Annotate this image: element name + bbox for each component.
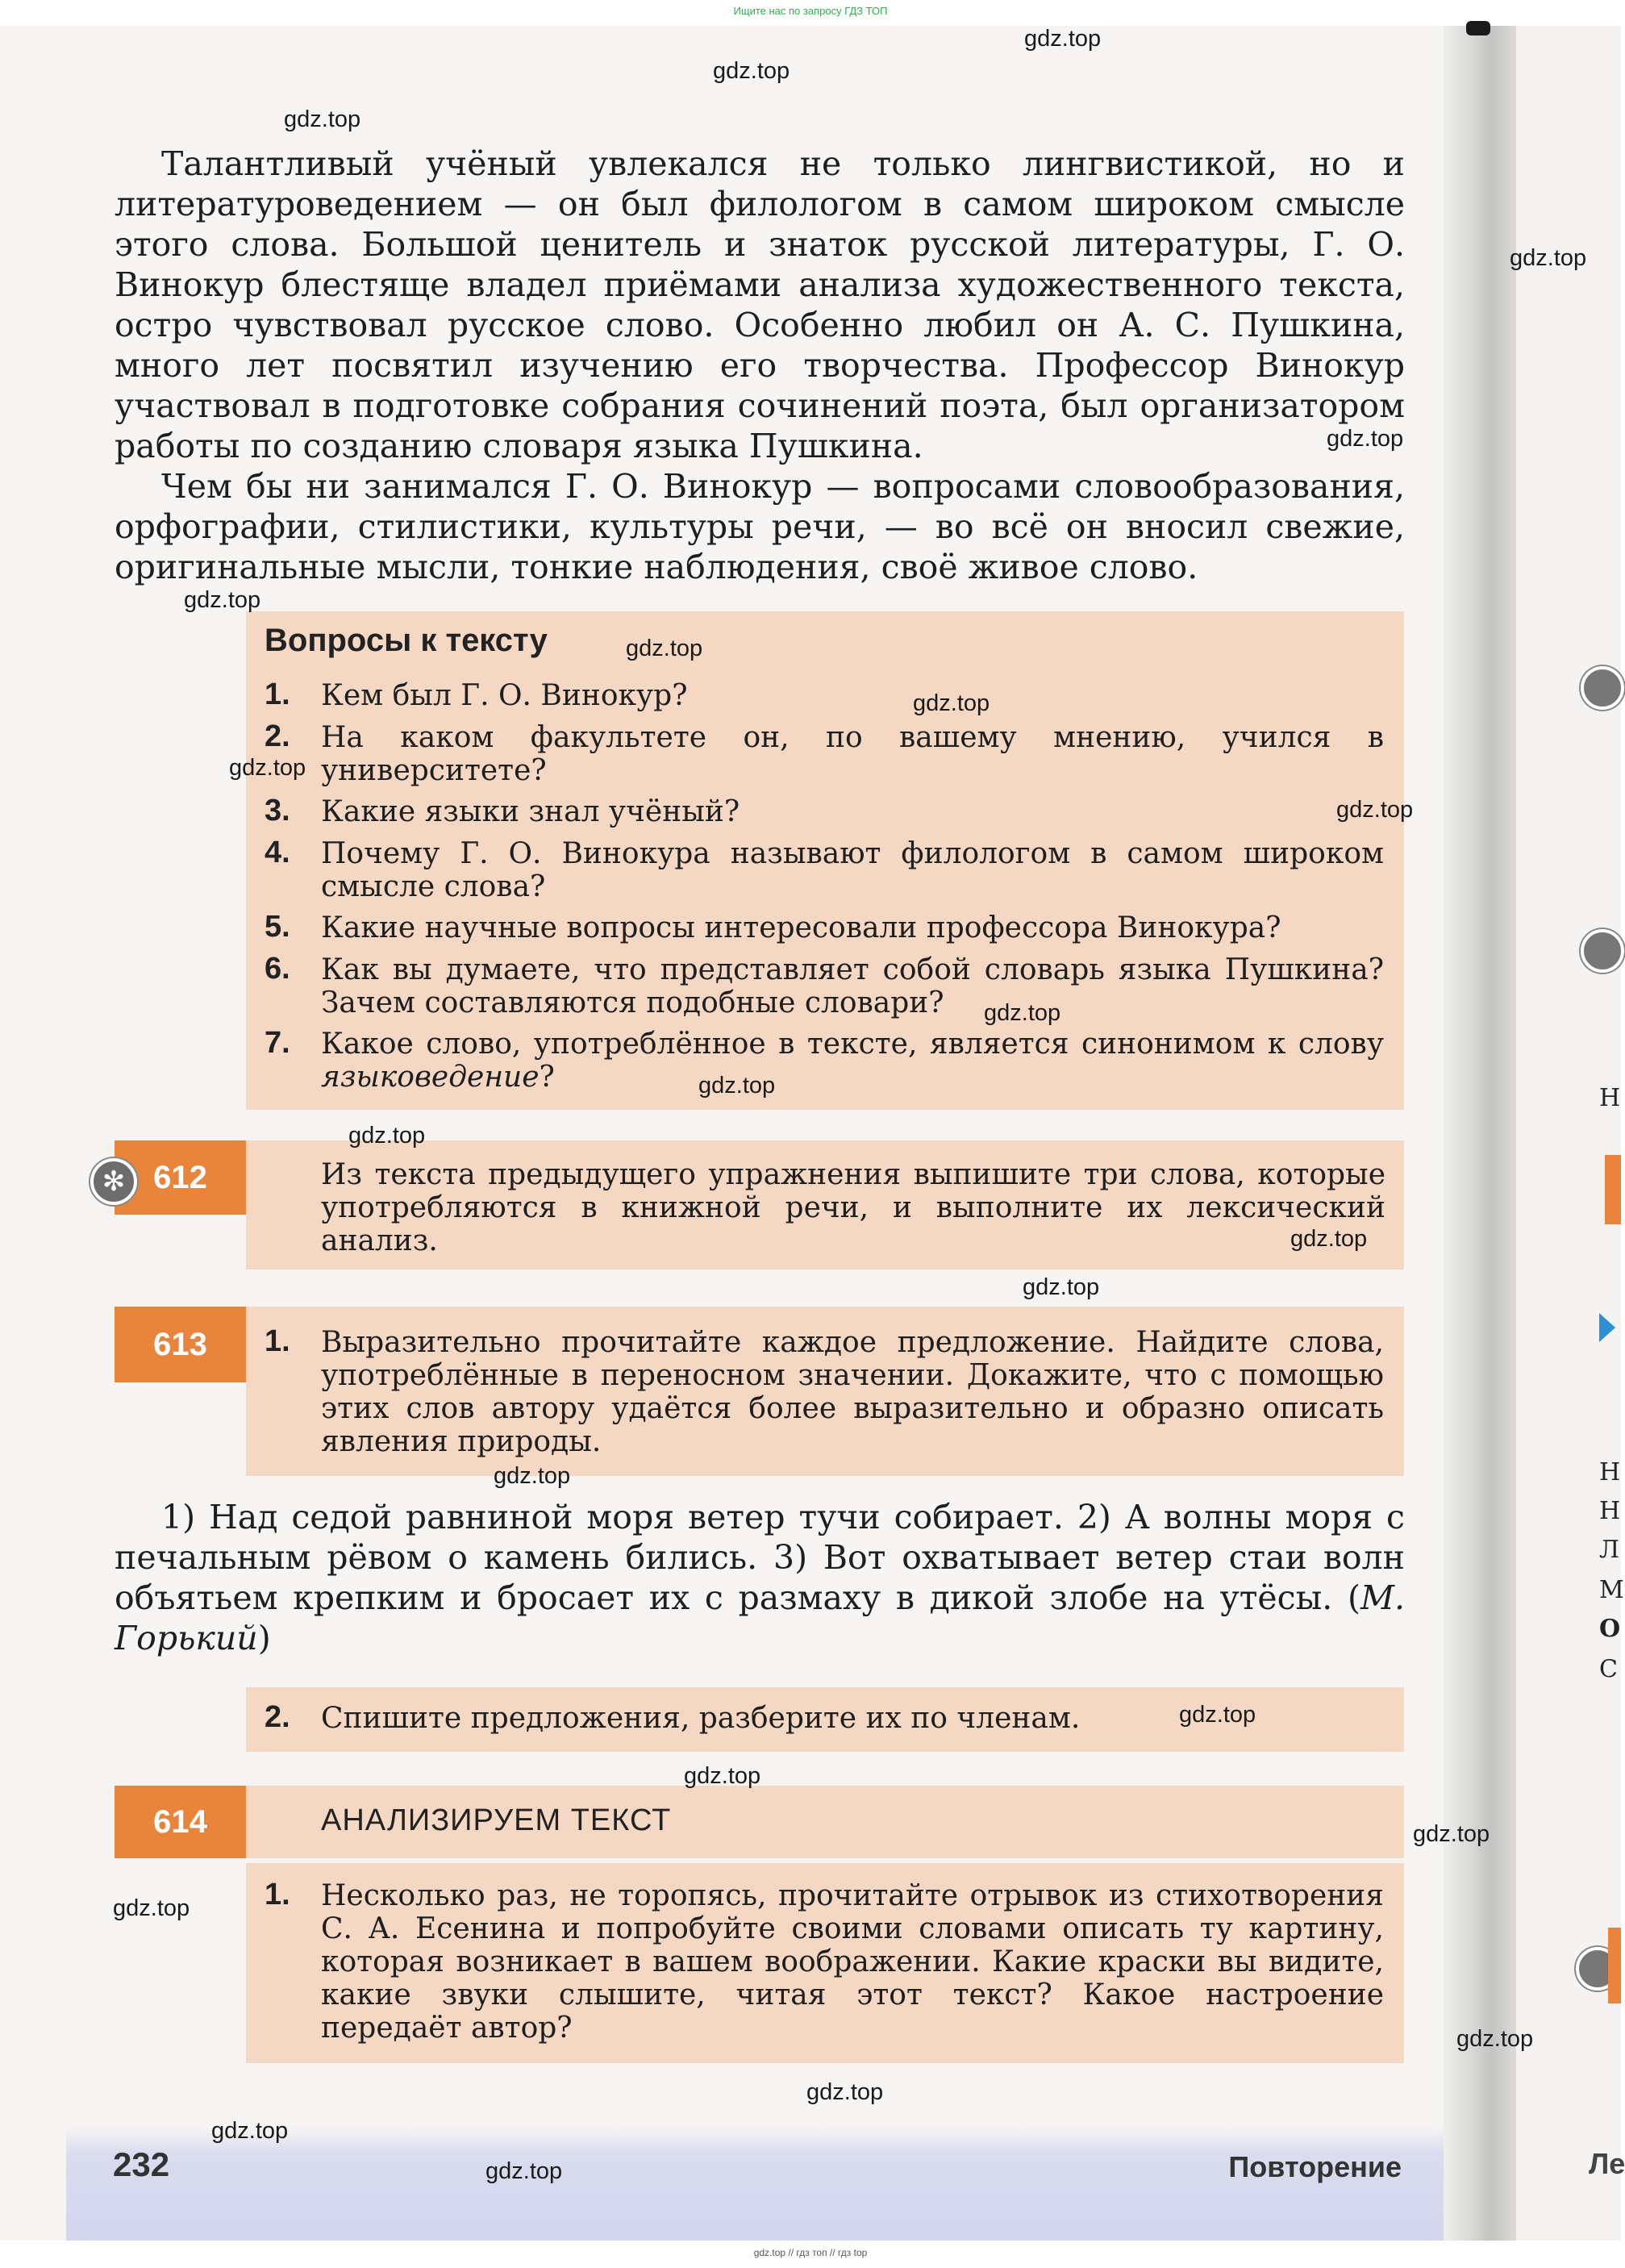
task-number: 1.: [265, 1878, 290, 1912]
watermark: gdz.top: [984, 1000, 1061, 1026]
question-text: На каком факультете он, по вашему мнению, учился в университете?: [321, 721, 1384, 787]
watermark: gdz.top: [1456, 2026, 1534, 2052]
question-number: 2.: [265, 719, 290, 753]
task-text: Выразительно прочитайте каждое предложение. Найдите слова, употреблённые в переносном значении. Докажите, что с помощью этих слов автору удаётся более выразительно и образно описать явления природы.: [321, 1326, 1384, 1458]
question-number: 5.: [265, 910, 290, 944]
watermark: gdz.top: [626, 636, 703, 661]
next-page-letter: О: [1599, 1615, 1621, 1643]
watermark: gdz.top: [113, 1895, 190, 1921]
next-page-letter: Н: [1599, 1458, 1621, 1486]
watermark: gdz.top: [184, 587, 261, 613]
question-number: 7.: [265, 1026, 290, 1060]
next-page-letter: С: [1599, 1655, 1618, 1683]
watermark: gdz.top: [698, 1073, 776, 1099]
book-spine: [1444, 26, 1524, 2241]
next-page-letter: М: [1599, 1576, 1624, 1604]
task-number: 2.: [265, 1700, 290, 1734]
watermark: gdz.top: [1413, 1821, 1490, 1847]
watermark: gdz.top: [1023, 1274, 1100, 1300]
exercise-612-text: Из текста предыдущего упражнения выпишите три слова, которые употребляются в книжной речи, и выполните их лексический анализ.: [321, 1158, 1385, 1257]
footer-section-title: Повторение: [1228, 2150, 1402, 2183]
question-number: 1.: [265, 677, 290, 711]
watermark: gdz.top: [1336, 797, 1414, 823]
question-number: 3.: [265, 794, 290, 828]
question-italic-word: языковедение: [321, 1061, 540, 1094]
question-text: Кем был Г. О. Винокур?: [321, 679, 688, 712]
watermark: gdz.top: [1179, 1702, 1256, 1728]
exercise-613-tag: [115, 1307, 246, 1382]
watermark: gdz.top: [1327, 426, 1404, 452]
question-text: Как вы думаете, что представляет собой словарь языка Пушкина? Зачем составляются подобные словари?: [321, 953, 1384, 1019]
spine-dark-edge: [1466, 21, 1490, 35]
next-page-letter: Л: [1599, 1536, 1620, 1564]
task-text: Несколько раз, не торопясь, прочитайте отрывок из стихотворения С. А. Есенина и попробуйте своими словами описать ту картину, которая возникает в вашем воображении. Какие краски вы видите, какие звуки слышите, читая этот текст? Какое настроение передаёт автор?: [321, 1879, 1384, 2045]
watermark: gdz.top: [713, 58, 790, 84]
watermark: gdz.top: [211, 2118, 289, 2144]
question-number: 4.: [265, 836, 290, 869]
paragraph-1: [115, 144, 1405, 466]
next-page-circle-icon: [1581, 929, 1624, 973]
watermark: gdz.top: [284, 106, 361, 132]
exercise-613-sentences: 1) Над седой равниной моря ветер тучи собирает. 2) А волны моря с печальным рёвом о камень бились. 3) Вот охватывает ветер стаи волн объятьем крепким и бросает их с размаху в дикой злобе на утёсы. (М. Горький): [115, 1498, 1405, 1657]
next-page-tag: [1605, 1155, 1621, 1224]
next-page-edge: [1516, 26, 1621, 2241]
exercise-614-title: АНАЛИЗИРУЕМ ТЕКСТ: [321, 1803, 672, 1837]
page-number: 232: [113, 2145, 170, 2183]
watermark: gdz.top: [229, 755, 306, 781]
question-text-part: ?: [539, 1061, 555, 1094]
watermark: gdz.top: [1024, 26, 1102, 52]
exercise-614-tag: [115, 1786, 246, 1858]
watermark: gdz.top: [684, 1763, 761, 1789]
question-text-part: Какое слово, употреблённое в тексте, является синонимом к слову: [321, 1028, 1384, 1061]
bottom-note: gdz.top // гдз топ // гдз top: [753, 2247, 868, 2258]
top-banner-note: Ищите нас по запросу ГДЗ ТОП: [733, 5, 888, 17]
questions-title: Вопросы к тексту: [265, 623, 548, 658]
exercise-number: 614: [153, 1803, 207, 1840]
exercise-number: 612: [153, 1159, 207, 1195]
paragraph-1-text: Талантливый учёный увлекался не только лингвистикой, но и литературоведением — он был филологом в самом широком смысле этого слова. Большой ценитель и знаток русской литературы, Г. О. Винокур блестяще владел приёмами анализа художественного текста, остро чувствовал русское слово. Особенно любил он А. С. Пушкина, много лет посвятил изучению его творчества. Профессор Винокур участвовал в подготовке собрания сочинений поэта, был организатором работы по созданию словаря языка Пушкина.: [115, 144, 1405, 465]
question-number: 6.: [265, 952, 290, 986]
watermark: gdz.top: [806, 2079, 884, 2105]
next-page-letter: Н: [1599, 1084, 1621, 1112]
sentences-text: 1) Над седой равниной моря ветер тучи собирает. 2) А волны моря с печальным рёвом о камень бились. 3) Вот охватывает ветер стаи волн объятьем крепким и бросает их с размаху в дикой злобе на утёсы.: [115, 1498, 1405, 1617]
task-text: Спишите предложения, разберите их по членам.: [321, 1702, 1081, 1735]
next-page-arrow-icon: [1599, 1313, 1615, 1342]
sentences-author: М. Горький: [115, 1578, 1405, 1657]
paragraph-2-text: Чем бы ни занимался Г. О. Винокур — вопросами словообразования, орфографии, стилистики, культуры речи, — во всё он вносил свежие, оригинальные мысли, тонкие наблюдения, своё живое слово.: [115, 467, 1405, 586]
question-text: [321, 1028, 1384, 1094]
task-number: 1.: [265, 1324, 290, 1358]
watermark: gdz.top: [485, 2158, 563, 2184]
watermark: gdz.top: [1510, 245, 1587, 271]
watermark: gdz.top: [1290, 1226, 1368, 1252]
watermark: gdz.top: [913, 690, 990, 716]
next-page-footer-fragment: Ле: [1589, 2147, 1625, 2180]
question-text: Какие языки знал учёный?: [321, 795, 740, 828]
next-page-letter: Н: [1599, 1497, 1621, 1525]
next-page-circle-icon: [1581, 666, 1624, 710]
question-text: Почему Г. О. Винокура называют филологом в самом широком смысле слова?: [321, 837, 1384, 903]
next-page-tag: [1608, 1928, 1621, 2003]
asterisk-icon: ✻: [90, 1158, 137, 1205]
watermark: gdz.top: [494, 1463, 571, 1489]
exercise-number: 613: [153, 1326, 207, 1362]
watermark: gdz.top: [348, 1123, 426, 1149]
paragraph-2: [115, 466, 1405, 587]
question-text: Какие научные вопросы интересовали профессора Винокура?: [321, 911, 1281, 944]
